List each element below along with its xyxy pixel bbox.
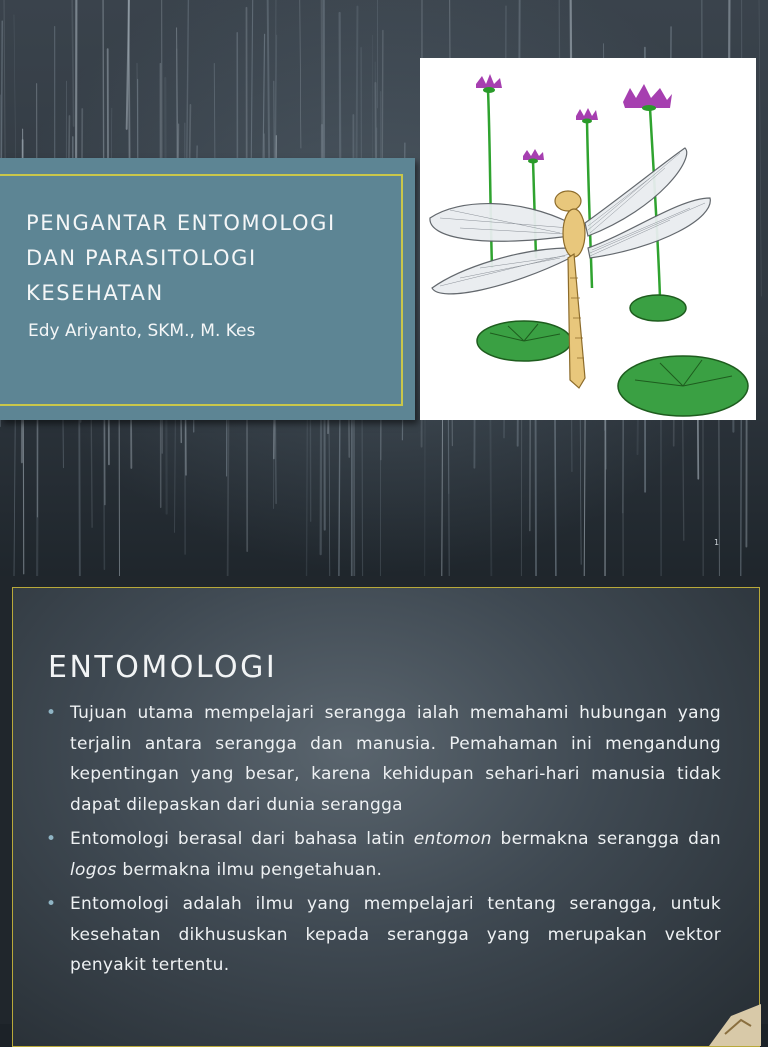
title-line: DAN PARASITOLOGI: [26, 241, 396, 276]
slide-number: 1: [714, 538, 719, 547]
author-name: Edy Ariyanto, SKM., M. Kes: [28, 321, 255, 341]
bullet-item: [41, 824, 721, 885]
latin-term: entomon: [414, 829, 492, 849]
partial-insect-image: [701, 986, 761, 1046]
dragonfly-illustration: [420, 58, 756, 420]
rain-streak: [300, 0, 301, 148]
title-line: PENGANTAR ENTOMOLOGI: [26, 206, 396, 241]
bullet-text: Entomologi adalah ilmu yang mempelajari tentang serangga, untuk kesehatan dikhususkan kepada serangga yang merupakan vektor penyakit tertentu.: [70, 894, 721, 975]
presentation-title: [26, 206, 396, 311]
bullet-text: bermakna serangga dan: [492, 829, 721, 849]
content-frame: [12, 587, 760, 1047]
bullet-list: [41, 698, 721, 985]
dragonfly-lotus-image: [420, 58, 756, 420]
bullet-item: [41, 889, 721, 981]
latin-term: logos: [70, 860, 117, 880]
bullet-icon: •: [46, 698, 56, 729]
bullet-icon: •: [46, 824, 56, 855]
slide-entomologi: [0, 576, 768, 1024]
title-box: [0, 158, 415, 420]
bullet-icon: •: [46, 889, 56, 920]
title-line: KESEHATAN: [26, 276, 396, 311]
bullet-text: Tujuan utama mempelajari serangga ialah memahami hubungan yang terjalin antara serangga dan manusia. Pemahaman ini mengandung kepentingan yang besar, karena kehidupan sehari-hari manusia tidak dapat dilepaskan dari dunia serangga: [70, 703, 721, 815]
slide-heading: ENTOMOLOGI: [48, 650, 277, 685]
bullet-text: Entomologi berasal dari bahasa latin: [70, 829, 414, 849]
rain-streak: [759, 0, 762, 296]
bullet-text: bermakna ilmu pengetahuan.: [117, 860, 383, 880]
bullet-item: [41, 698, 721, 820]
rain-streak: [72, 0, 73, 126]
